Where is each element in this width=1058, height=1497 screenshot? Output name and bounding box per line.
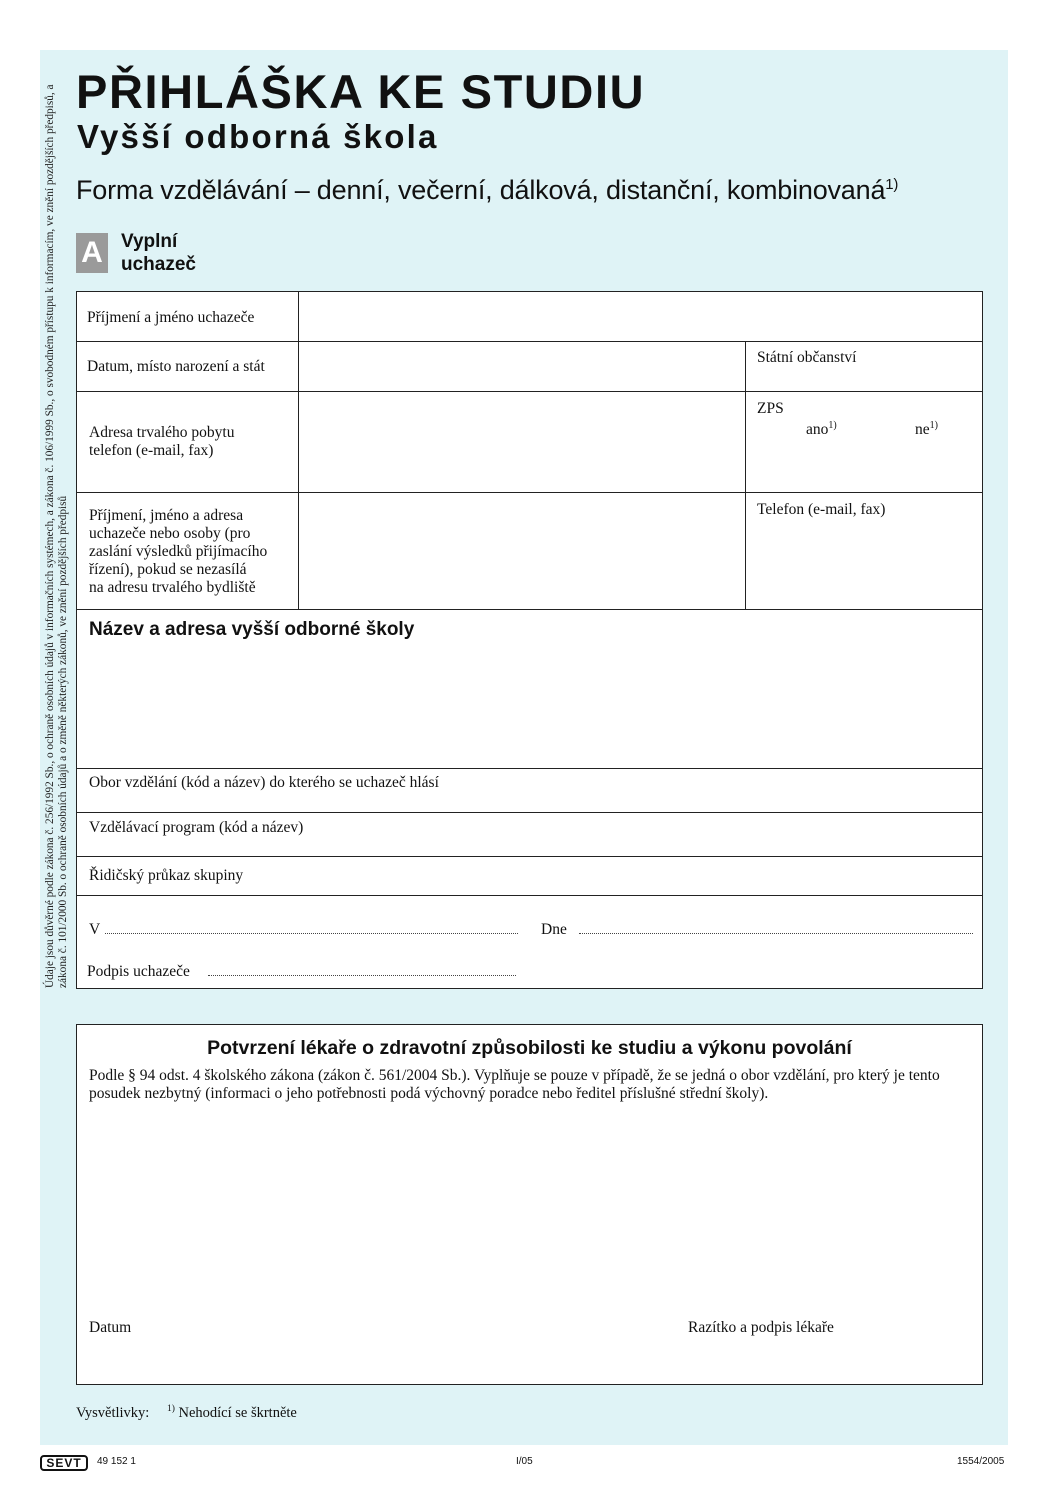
name-label: Příjmení a jméno uchazeče bbox=[87, 309, 255, 326]
page-title: PŘIHLÁŠKA KE STUDIU bbox=[76, 65, 646, 118]
school-field[interactable] bbox=[77, 644, 983, 768]
row-divider bbox=[77, 812, 982, 813]
applicant-form bbox=[76, 291, 983, 989]
signature-label: Podpis uchazeče bbox=[87, 963, 190, 980]
footnote-mark: 1) bbox=[885, 176, 899, 193]
citizenship-field[interactable] bbox=[746, 368, 982, 391]
contact-label bbox=[89, 507, 267, 597]
license-label: Řidičský průkaz skupiny bbox=[89, 867, 244, 884]
field-label: Obor vzdělání (kód a název) do kterého se uchazeč hlásí bbox=[89, 774, 439, 791]
contact-phone-label: Telefon (e-mail, fax) bbox=[757, 501, 886, 518]
contact-label-line: Příjmení, jméno a adresa bbox=[89, 507, 244, 524]
school-label: Název a adresa vyšší odborné školy bbox=[89, 619, 415, 640]
address-label bbox=[89, 424, 235, 460]
name-field[interactable] bbox=[299, 292, 983, 341]
program-label: Vzdělávací program (kód a název) bbox=[89, 819, 304, 836]
contact-phone-field[interactable] bbox=[746, 520, 982, 609]
medical-confirmation bbox=[76, 1024, 983, 1385]
birth-label: Datum, místo narození a stát bbox=[87, 358, 265, 375]
study-form-line bbox=[76, 172, 898, 208]
row-divider bbox=[77, 895, 982, 896]
section-label-line: uchazeč bbox=[121, 254, 196, 275]
study-form-text: Forma vzdělávání – denní, večerní, dálková, distanční, kombinovaná bbox=[76, 175, 886, 205]
form-edition: I/05 bbox=[516, 1456, 533, 1467]
citizenship-label: Státní občanství bbox=[757, 349, 857, 366]
signature-field[interactable] bbox=[208, 966, 516, 976]
legend-note: Nehodící se škrtněte bbox=[178, 1405, 297, 1421]
contact-label-line: řízení), pokud se nezasílá bbox=[89, 561, 247, 578]
medical-text: Podle § 94 odst. 4 školského zákona (zákon č. 561/2004 Sb.). Vyplňuje se pouze v případě, že se jedná o obor vzdělání, pro který je tento posudek nezbytný (informaci o jeho potřebnosti podá výchovný poradce nebo ředitel příslušné střední školy). bbox=[89, 1067, 940, 1102]
publisher-logo: SEVT bbox=[40, 1455, 88, 1471]
date-label: Dne bbox=[541, 921, 567, 938]
address-label-line: Adresa trvalého pobytu bbox=[89, 424, 235, 441]
contact-field[interactable] bbox=[299, 493, 745, 609]
row-divider bbox=[77, 609, 982, 610]
zps-label: ZPS bbox=[757, 400, 784, 417]
contact-label-line: uchazeče nebo osoby (pro bbox=[89, 525, 251, 542]
medical-title: Potvrzení lékaře o zdravotní způsobilosti ke studiu a výkonu povolání bbox=[207, 1037, 852, 1059]
legend-label: Vysvětlivky: bbox=[76, 1405, 150, 1421]
section-letter-badge: A bbox=[76, 233, 108, 273]
zps-no-option[interactable] bbox=[915, 421, 938, 439]
page-subtitle: Vyšší odborná škola bbox=[77, 118, 439, 155]
medical-stamp-label: Razítko a podpis lékaře bbox=[688, 1319, 834, 1336]
medical-date-label: Datum bbox=[89, 1319, 132, 1336]
footnote-mark: 1) bbox=[166, 1404, 175, 1415]
section-label bbox=[121, 230, 196, 276]
contact-label-line: na adresu trvalého bydliště bbox=[89, 579, 256, 596]
birth-field[interactable] bbox=[299, 342, 745, 391]
section-label-line: Vyplní bbox=[121, 231, 178, 252]
place-label: V bbox=[89, 921, 101, 938]
footnote-mark: 1) bbox=[929, 419, 938, 431]
form-code: 49 152 1 bbox=[97, 1456, 136, 1467]
zps-yes-option[interactable] bbox=[806, 421, 837, 439]
address-label-line: telefon (e-mail, fax) bbox=[89, 442, 214, 459]
date-field[interactable] bbox=[579, 924, 973, 934]
form-approval: 1554/2005 bbox=[957, 1456, 1005, 1467]
place-field[interactable] bbox=[105, 924, 518, 934]
contact-label-line: zaslání výsledků přijímacího bbox=[89, 543, 268, 560]
zps-no-text: ne bbox=[915, 421, 930, 438]
row-divider bbox=[77, 768, 982, 769]
row-divider bbox=[77, 856, 982, 857]
privacy-note: Údaje jsou důvěrné podle zákona č. 256/1992 Sb., o ochraně osobních údajů v informačních systémech, a zákona č. 106/1999 Sb., o svobodném přístupu k informacím, ve znění pozdějších předpisů, a zákona č. 101/2000 Sb. o ochraně osobních údajů a o změně některých zákonů, ve znění pozdějších předpisů bbox=[44, 84, 69, 988]
address-field[interactable] bbox=[299, 392, 745, 492]
zps-yes-text: ano bbox=[806, 421, 829, 438]
footnote-mark: 1) bbox=[828, 419, 837, 431]
legend bbox=[76, 1405, 297, 1421]
